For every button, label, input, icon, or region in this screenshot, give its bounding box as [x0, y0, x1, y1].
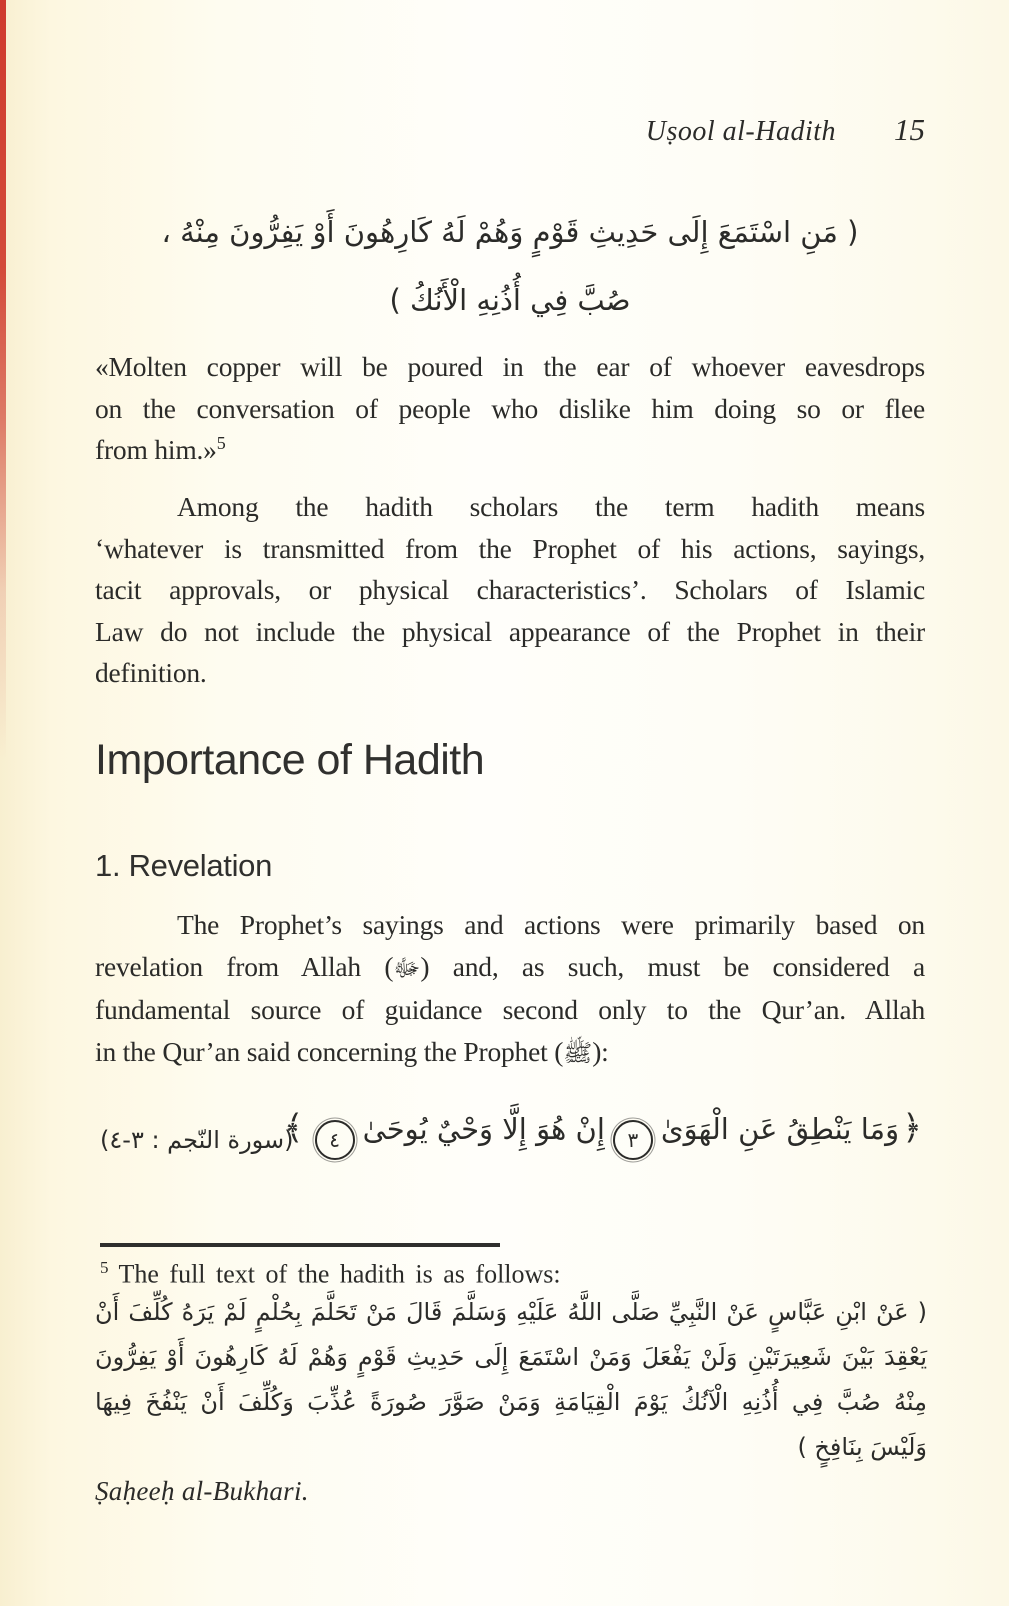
footnote-arabic-line: وَلَيْسَ بِنَافِخٍ ) — [797, 1433, 927, 1461]
definition-line: ‘whatever is transmitted from the Prophet of his actions, sayings, — [95, 532, 925, 564]
translation-line: on the conversation of people who dislike him doing so or flee — [95, 392, 925, 424]
definition-line: Law do not include the physical appearance of the Prophet in their — [95, 615, 925, 647]
footnote-separator-rule — [100, 1243, 500, 1247]
footnote-arabic-line: مِنْهُ صُبَّ فِي أُذُنِهِ الْآنُكُ يَوْمَ الْقِيَامَةِ وَمَنْ صَوَّرَ صُورَةً عُذِّبَ وَكُلِّفَ أَنْ يَنْفُخَ فِيهَا — [95, 1388, 927, 1416]
definition-paragraph — [95, 486, 925, 694]
ornate-close-bracket: ﴾ — [283, 1108, 304, 1148]
book-title: Uṣool al-Hadith — [645, 116, 836, 147]
footnote-arabic-line: يَعْقِدَ بَيْنَ شَعِيرَتَيْنِ وَلَنْ يَفْعَلَ وَمَنْ اسْتَمَعَ إِلَى حَدِيثِ قَوْمٍ وَهُمْ لَهُ كَارِهُونَ أَوْ يَفِرُّونَ — [95, 1343, 927, 1371]
allah-honorific-symbol: ﷻ — [393, 953, 421, 982]
definition-line: definition. — [95, 657, 207, 688]
ornate-open-bracket: ﴿ — [902, 1108, 922, 1148]
hadith-arabic-line-1: ( مَنِ اسْتَمَعَ إِلَى حَدِيثِ قَوْمٍ وَهُمْ لَهُ كَارِهُونَ أَوْ يَفِرُّونَ مِنْهُ ، — [161, 215, 859, 249]
footnote-marker: 5 — [100, 1258, 109, 1277]
revelation-paragraph — [95, 904, 925, 1074]
translation-closing: from him.» — [95, 434, 217, 465]
section-heading: Importance of Hadith — [95, 736, 485, 784]
definition-line: tacit approvals, or physical characteristics’. Scholars of Islamic — [95, 574, 925, 605]
revelation-text: revelation from Allah ( — [95, 950, 394, 982]
quran-verse-arabic — [281, 1096, 925, 1161]
revelation-line — [95, 1031, 925, 1075]
aya-number-medallion-3: ٣ — [613, 1120, 653, 1160]
running-header — [95, 112, 925, 148]
verse-text-part1: وَمَا يَنْطِقُ عَنِ الْهَوَىٰ — [660, 1112, 900, 1146]
translation-paragraph — [95, 346, 925, 471]
revelation-line: fundamental source of guidance second only to the Qur’an. Allah — [95, 994, 925, 1025]
revelation-line: The Prophet’s sayings and actions were primarily based on — [177, 909, 925, 940]
subsection-heading: 1. Revelation — [95, 848, 273, 883]
footnote-intro — [100, 1258, 561, 1290]
footnote-arabic-line: ( عَنْ ابْنِ عَبَّاسٍ عَنْ النَّبِيِّ صَلَّى اللَّهُ عَلَيْهِ وَسَلَّمَ قَالَ مَنْ تَحَلَّمَ بِحُلْمٍ لَمْ يَرَهُ كُلِّفَ أَنْ — [95, 1298, 927, 1326]
revelation-text: in the Qur’an said concerning the Prophet ( — [95, 1035, 564, 1067]
book-cover-edge-strip — [0, 0, 6, 760]
footnote-hadith-arabic — [95, 1290, 927, 1470]
hadith-source-citation: Ṣaḥeeḥ al-Bukhari. — [95, 1476, 309, 1506]
revelation-text: ) and, as such, must be considered a — [420, 950, 925, 982]
page-number: 15 — [894, 112, 925, 147]
footnote-reference-5: 5 — [216, 432, 226, 453]
aya-number-medallion-4: ٤ — [315, 1120, 355, 1160]
footnote-intro-text: The full text of the hadith is as follows: — [118, 1259, 561, 1289]
translation-line: «Molten copper will be poured in the ear of whoever eavesdrops — [95, 351, 925, 382]
prophet-honorific-symbol: ﷺ — [563, 1038, 593, 1067]
revelation-line — [95, 946, 925, 990]
hadith-arabic-line-2: صُبَّ فِي أُذُنِهِ الْأَنُكُ ) — [389, 283, 631, 317]
translation-line — [95, 429, 925, 471]
revelation-text: ): — [592, 1035, 609, 1067]
surah-reference: (سورة النّجم : ٣-٤) — [100, 1126, 294, 1154]
hadith-arabic-quote — [95, 198, 925, 334]
verse-text-part2: إِنْ هُوَ إِلَّا وَحْيٌ يُوحَىٰ — [362, 1112, 605, 1146]
definition-line: Among the hadith scholars the term hadith means — [177, 491, 925, 522]
